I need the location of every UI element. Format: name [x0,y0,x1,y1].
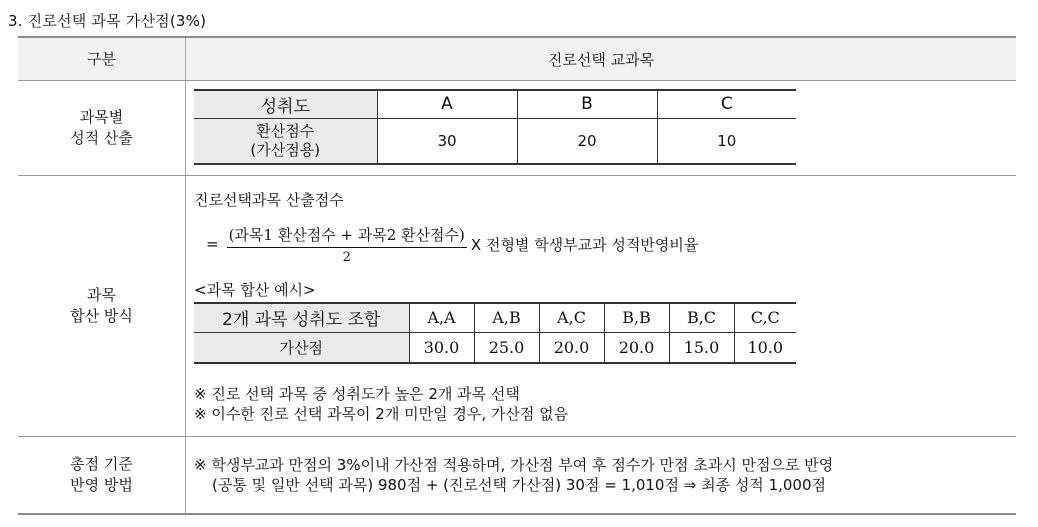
grade-c: C [657,90,796,118]
row3-label [18,437,186,514]
combo-bb: B,B [604,303,669,333]
row1-label-line1: 과목별 [79,108,124,126]
section-title: 3. 진로선택 과목 가산점(3%) [8,12,207,30]
header-row [18,37,1016,81]
note-1: ※ 진로 선택 과목 중 성취도가 높은 2개 과목 선택 [194,384,520,403]
combo-header-label: 2개 과목 성취도 조합 [194,303,409,333]
combo-aa: A,A [409,303,474,333]
bonus-bb: 20.0 [604,333,669,363]
grade-b: B [517,90,657,118]
combo-ac: A,C [539,303,604,333]
row1-label [18,81,186,176]
row-grade-calc [18,81,1016,176]
header-category: 구분 [18,37,186,81]
score-label-line1: 환산점수 [256,121,315,140]
row3-content [186,437,1017,514]
grade-row [194,90,796,118]
row3-label-line1: 총점 기준 [70,454,133,473]
grade-header-label: 성취도 [194,90,377,118]
score-b: 20 [517,118,657,164]
row1-content [186,81,1017,176]
score-a: 30 [377,118,517,164]
row2-content [186,176,1017,437]
grade-a: A [377,90,517,118]
combo-row [194,303,796,333]
score-label-line2: (가산점용) [250,140,321,159]
formula-numerator: (과목1 환산점수 + 과목2 환산점수) [227,224,467,248]
combo-ab: A,B [474,303,539,333]
formula [206,224,1015,265]
row-total [18,437,1016,514]
bonus-aa: 30.0 [409,333,474,363]
grade-score-table [194,89,796,165]
score-row [194,118,796,164]
header-subject: 진로선택 교과목 [186,37,1017,81]
bonus-cc: 10.0 [734,333,796,363]
row1-label-line2: 성적 산출 [70,129,133,147]
bonus-bc: 15.0 [669,333,734,363]
row3-label-line2: 반영 방법 [70,475,133,494]
policy-table [18,36,1016,515]
row2-label-line1: 과목 [87,286,116,304]
bonus-ac: 20.0 [539,333,604,363]
row2-label-line2: 합산 방식 [70,307,133,325]
total-line-2: (공통 및 일반 선택 과목) 980점 + (진로선택 가산점) 30점 = 1,010점 ⇒ 최종 성적 1,000점 [212,475,826,494]
formula-equals: = [206,235,219,253]
bonus-label: 가산점 [194,333,409,363]
score-label [194,118,377,164]
formula-suffix: X 전형별 학생부교과 성적반영비율 [470,235,699,254]
example-title: <과목 합산 예시> [194,280,316,299]
combo-cc: C,C [734,303,796,333]
row-combination [18,176,1016,437]
bonus-ab: 25.0 [474,333,539,363]
formula-title: 진로선택과목 산출점수 [194,190,344,209]
combo-bc: B,C [669,303,734,333]
formula-denominator: 2 [342,249,351,265]
score-c: 10 [657,118,796,164]
note-2: ※ 이수한 진로 선택 과목이 2개 미만일 경우, 가산점 없음 [194,404,569,423]
formula-fraction [227,224,467,265]
total-line-1: ※ 학생부교과 만점의 3%이내 가산점 적용하며, 가산점 부여 후 점수가 만점 초과시 만점으로 반영 [194,455,834,474]
bonus-row [194,333,796,363]
example-table [194,302,796,364]
row2-label [18,176,186,437]
